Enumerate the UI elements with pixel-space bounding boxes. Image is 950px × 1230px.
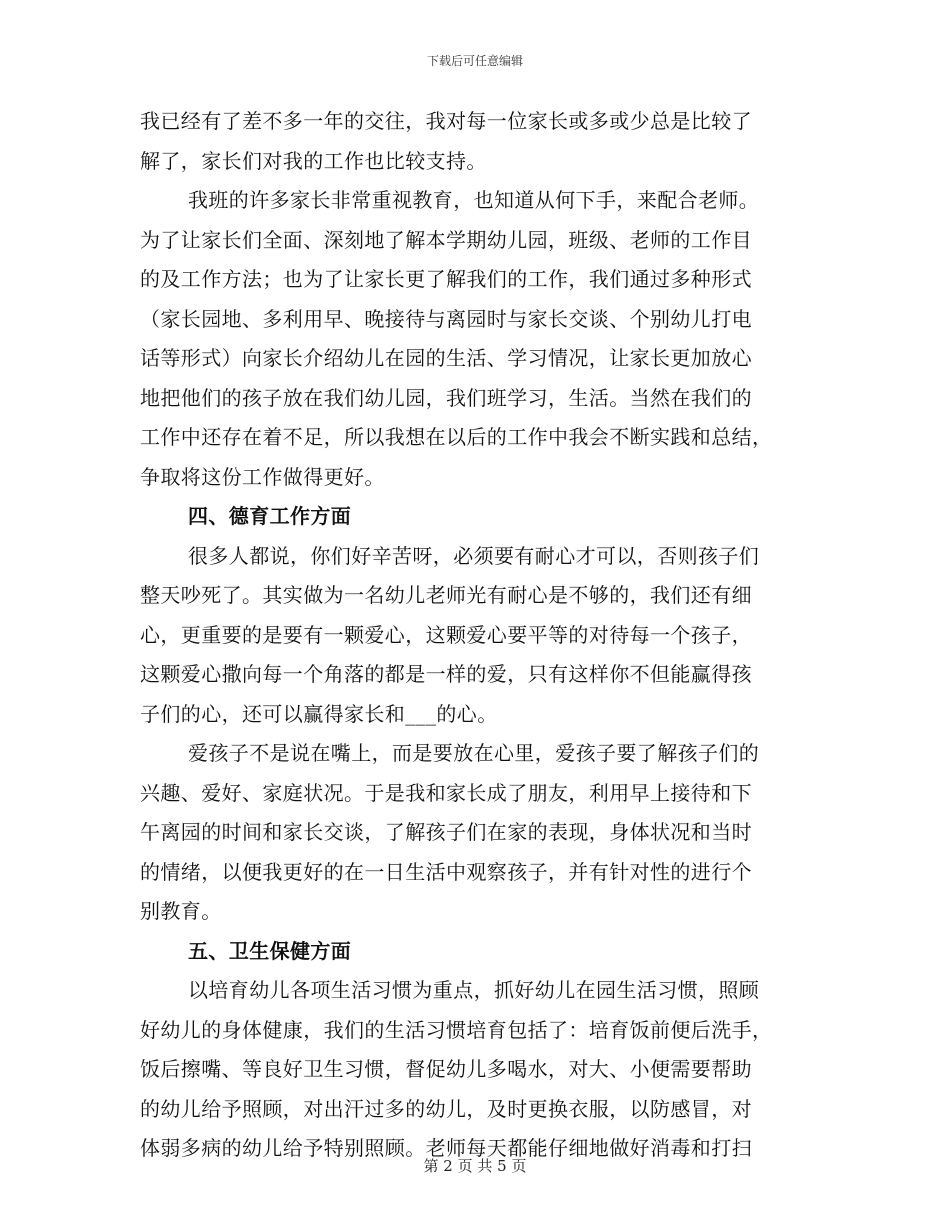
text-line: 的情绪，以便我更好的在一日生活中观察孩子，并有针对性的进行个 [140,859,752,884]
text-line: 整天吵死了。其实做为一名幼儿老师光有耐心是不够的，我们还有细 [140,583,752,607]
text-line: 别教育。 [140,899,222,923]
text-line: 地把他们的孩子放在我们幼儿园，我们班学习，生活。当然在我们的 [140,385,752,410]
text-line: 子们的心，还可以赢得家长和___的心。 [140,701,498,726]
text-line: 的幼儿给予照顾，对出汗过多的幼儿，及时更换衣服，以防感冒，对 [140,1096,752,1121]
text-line: 这颗爱心撒向每一个角落的都是一样的爱，只有这样你不但能赢得孩 [140,662,752,686]
text-line: 以培育幼儿各项生活习惯为重点，抓好幼儿在园生活习惯，照顾 [188,978,760,1002]
page-header: 下载后可任意编辑 [426,54,523,68]
text-line: 午离园的时间和家长交谈，了解孩子们在家的表现，身体状况和当时 [140,820,752,844]
text-line: 我班的许多家长非常重视教育，也知道从何下手，来配合老师。 [188,188,760,212]
text-line: 争取将这份工作做得更好。 [140,464,385,489]
text-line: 的及工作方法；也为了让家长更了解我们的工作，我们通过多种形式 [140,267,752,291]
text-line: 话等形式）向家长介绍幼儿在园的生活、学习情况，让家长更加放心 [140,346,752,370]
section-heading: 四、德育工作方面 [188,504,352,528]
section-heading: 五、卫生保健方面 [188,938,352,963]
text-line: 工作中还存在着不足，所以我想在以后的工作中我会不断实践和总结， [140,425,773,449]
document-body [140,102,812,1169]
text-line: 解了，家长们对我的工作也比较支持。 [140,148,487,173]
text-line: 体弱多病的幼儿给予特别照顾。老师每天都能仔细地做好消毒和打扫 [140,1136,752,1160]
text-line: （家长园地、多利用早、晚接待与离园时与家长交谈、个别幼儿打电 [140,306,752,331]
text-line: 好幼儿的身体健康，我们的生活习惯培育包括了：培育饭前便后洗手， [140,1017,773,1042]
text-line: 很多人都说，你们好辛苦呀，必须要有耐心才可以，否则孩子们 [188,543,760,568]
text-line: 爱孩子不是说在嘴上，而是要放在心里，爱孩子要了解孩子们的 [188,741,760,765]
text-line: 饭后擦嘴、等良好卫生习惯，督促幼儿多喝水，对大、小便需要帮助 [140,1057,752,1081]
text-line: 兴趣、爱好、家庭状况。于是我和家长成了朋友，利用早上接待和下 [140,780,752,805]
text-line: 为了让家长们全面、深刻地了解本学期幼儿园，班级、老师的工作目 [140,227,752,252]
page-footer: 第 2 页 共 5 页 [423,1157,527,1175]
text-line: 我已经有了差不多一年的交往，我对每一位家长或多或少总是比较了 [140,109,752,133]
text-line: 心，更重要的是要有一颗爱心，这颗爱心要平等的对待每一个孩子， [140,622,752,647]
